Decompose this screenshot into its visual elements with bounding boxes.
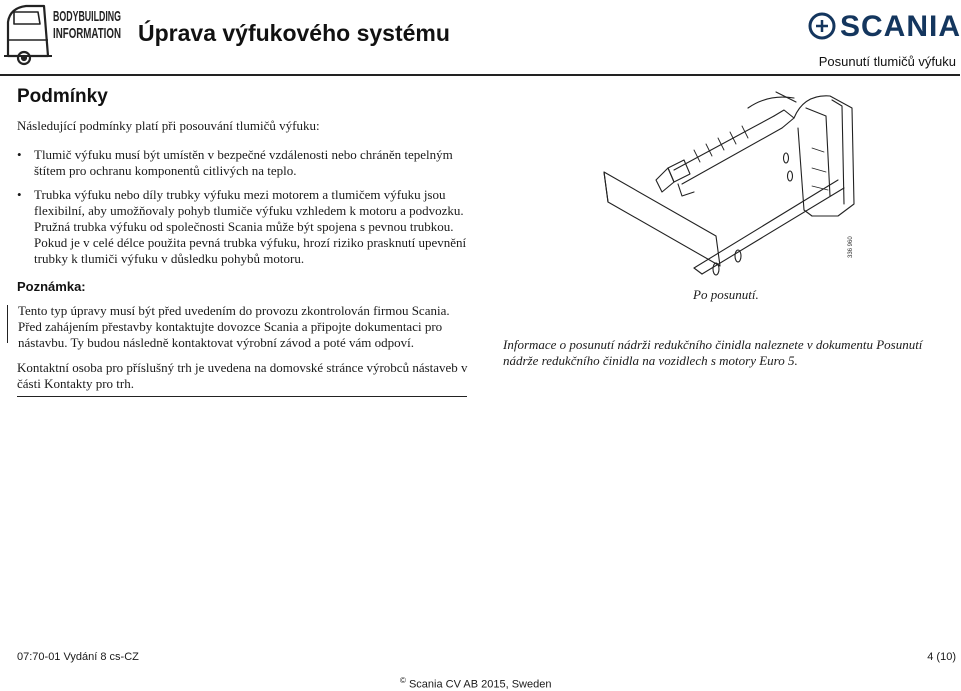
logo-line1: BODYBUILDING — [53, 8, 121, 25]
logo-line2: INFORMATION — [53, 25, 121, 42]
exhaust-illustration — [598, 88, 860, 283]
document-id: 07:70-01 Vydání 8 cs-CZ — [17, 651, 139, 663]
note-heading: Poznámka: — [17, 279, 86, 294]
section-heading: Podmínky — [17, 86, 108, 107]
illustration-reference: 336 960 — [848, 236, 854, 258]
intro-text: Následující podmínky platí při posouvání tlumičů výfuku: — [17, 118, 320, 133]
note-box — [17, 303, 469, 351]
bodybuilding-information-logo — [2, 0, 124, 66]
left-column — [17, 86, 469, 397]
note-bar — [7, 305, 8, 343]
list-item: • Trubka výfuku nebo díly trubky výfuku mezi motorem a tlumičem výfuku jsou flexibilní, aby umožňovaly pohyb tlumiče výfuku vzhledem k motoru a podvozku. Pružná trubka výfuku od společnosti Scania může být spojena s pevnou trubkou. Pokud je v celé délce použita pevná trubka výfuku, hrozí riziko prasknutí upevnění trubky k tlumiči výfuku v důsledku pohybů motoru. — [17, 187, 469, 267]
header-divider — [0, 74, 960, 76]
info-text: Informace o posunutí nádrži redukčního činidla naleznete v dokumentu Posunutí nádrže redukčního činidla na vozidlech s motory Euro 5. — [503, 337, 923, 368]
copyright-symbol: © — [400, 676, 406, 685]
illustration-caption: Po posunutí. — [693, 287, 759, 302]
copyright — [400, 676, 551, 691]
copyright-text: Scania CV AB 2015, Sweden — [408, 678, 552, 691]
list-item: • Tlumič výfuku musí být umístěn v bezpečné vzdálenosti nebo chráněn tepelným štítem pro ochranu komponentů citlivých na teplo. — [17, 147, 469, 179]
note-text: Tento typ úpravy musí být před uvedením do provozu zkontrolován firmou Scania. Před zahájením přestavby kontaktujte dovozce Scania a připojte dokumentaci pro nástavbu. Ty budou následně kontaktovat výrobní závod a poté vám odpoví. — [18, 303, 450, 350]
conditions-list — [17, 147, 469, 267]
brand-name: SCANIA — [840, 10, 961, 43]
section-divider — [17, 396, 467, 397]
document-subtitle: Posunutí tlumičů výfuku — [818, 54, 956, 69]
contact-text: Kontaktní osoba pro příslušný trh je uvedena na domovské stránce výrobců nástaveb v části Kontakty pro trh. — [17, 360, 468, 391]
document-title: Úprava výfukového systému — [138, 20, 450, 46]
page-number: 4 (10) — [927, 651, 956, 663]
